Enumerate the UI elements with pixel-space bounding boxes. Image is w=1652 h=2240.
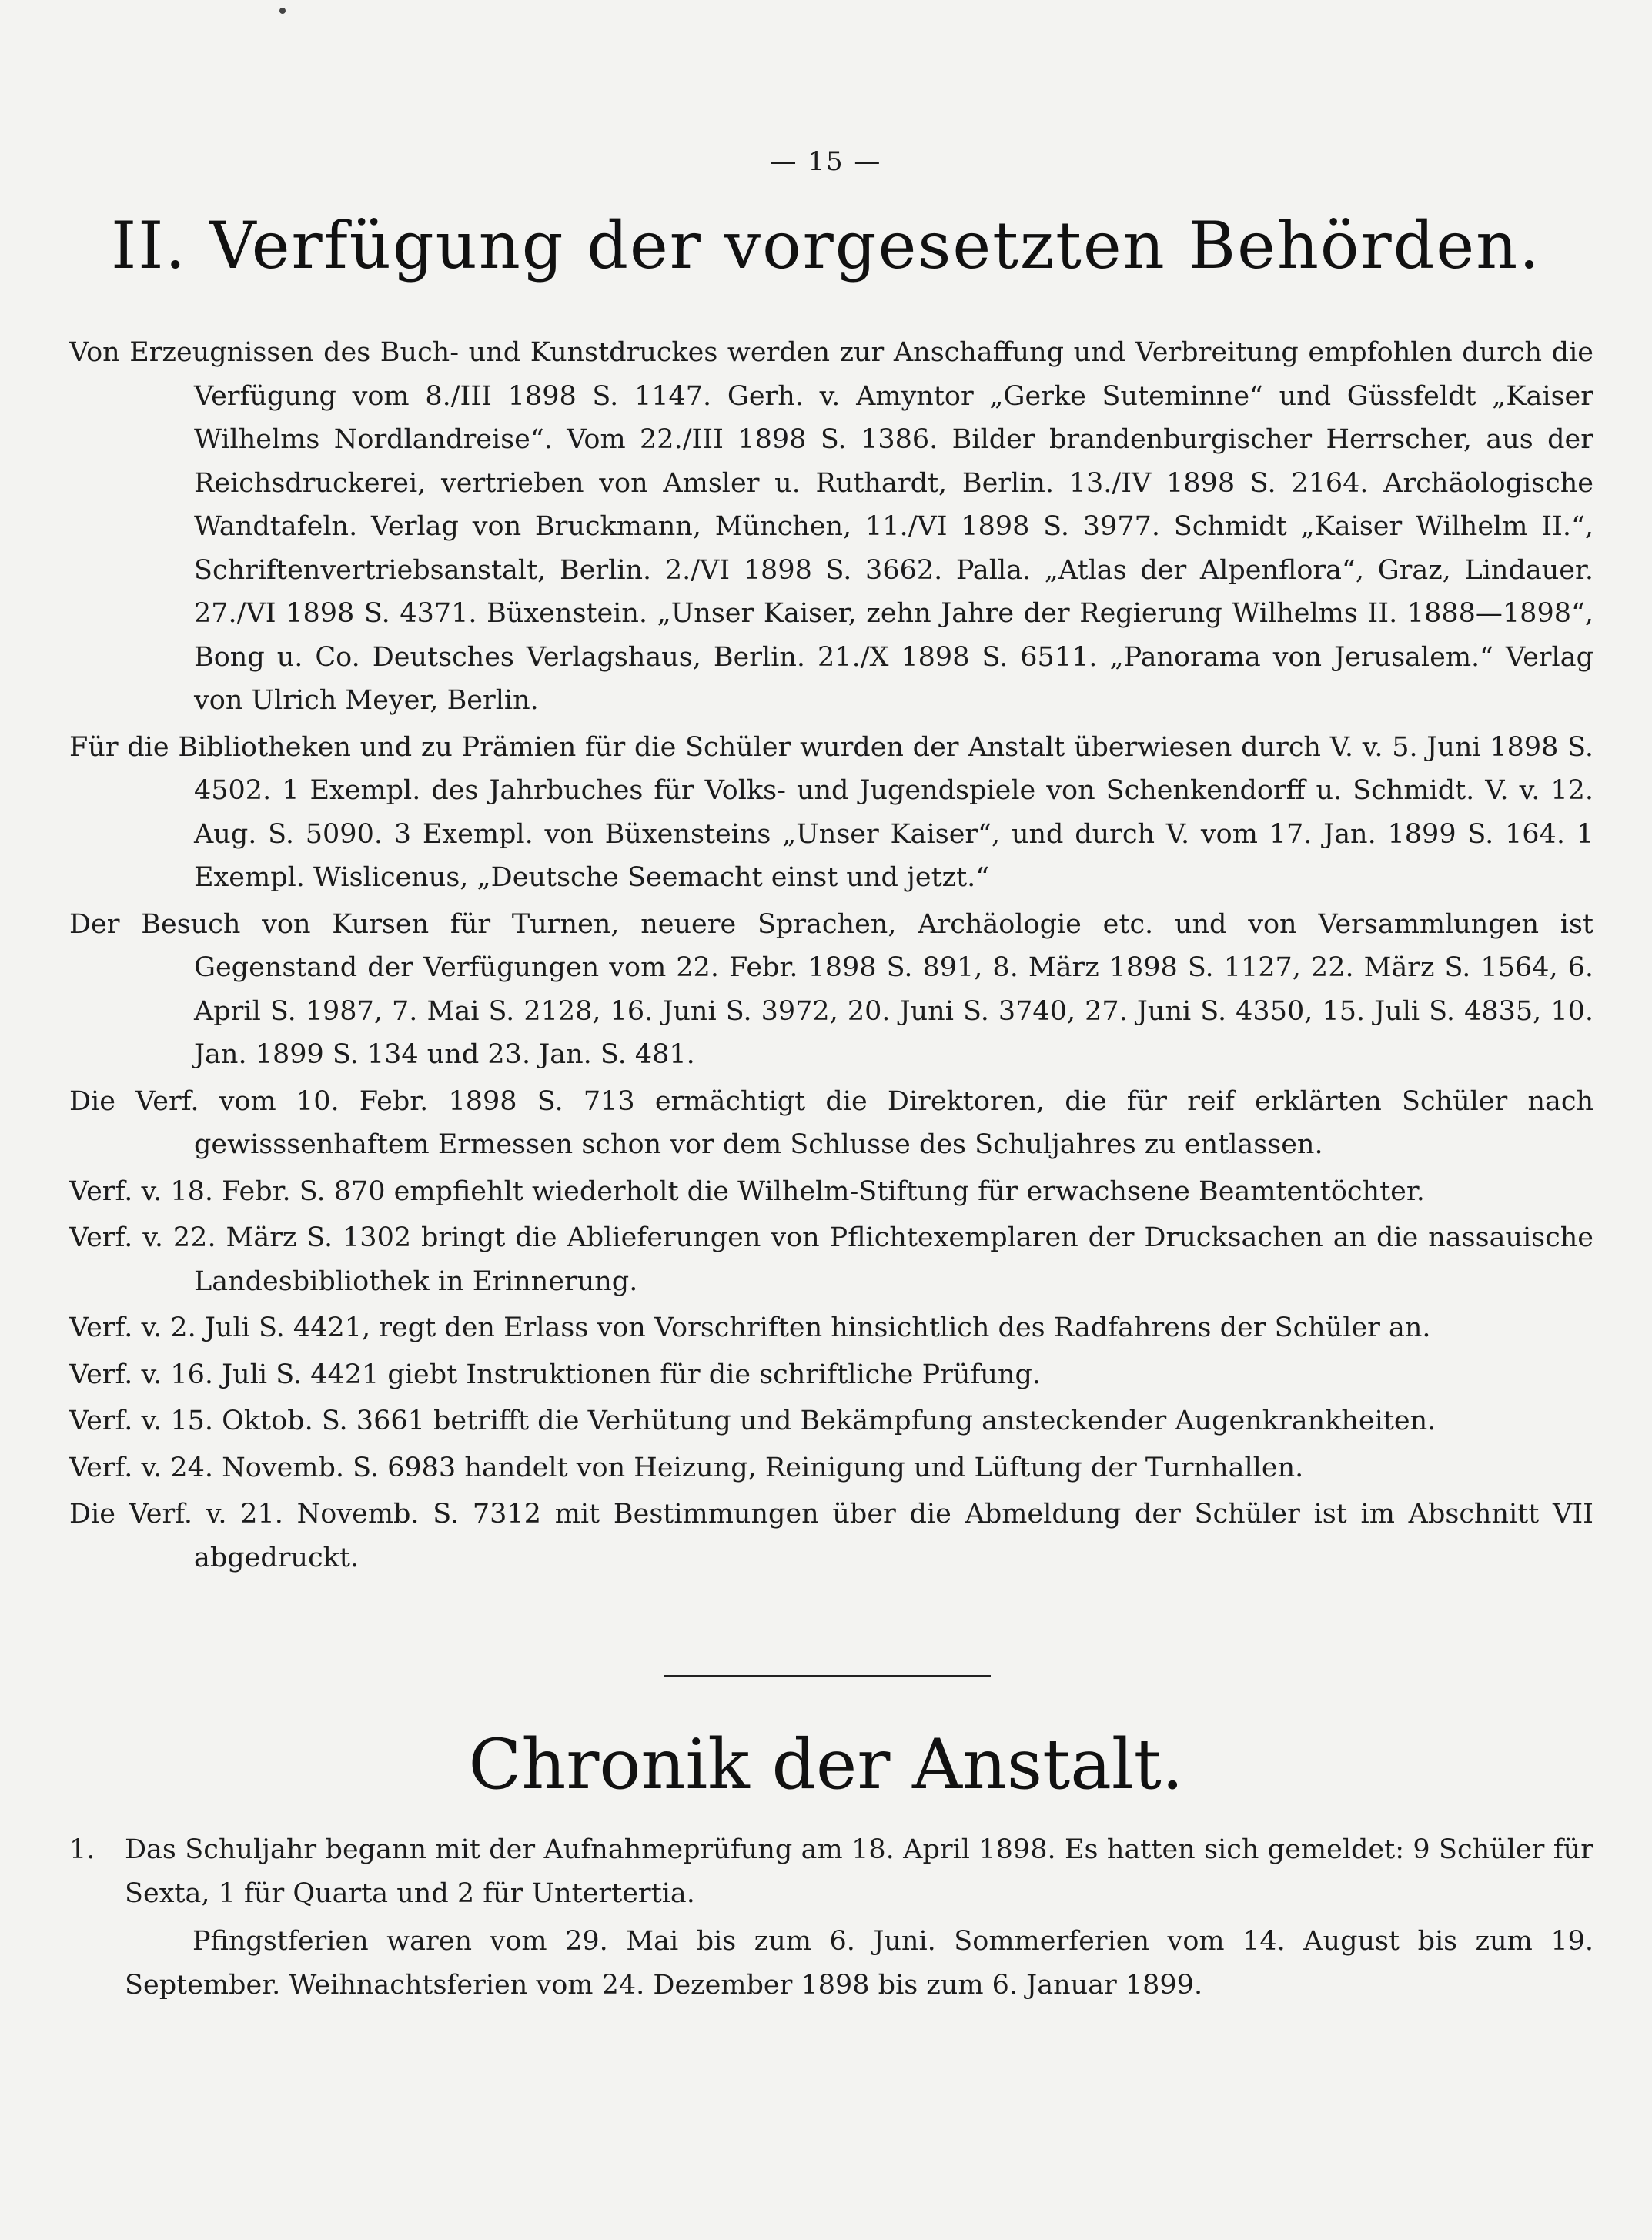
chronik-item-text: Das Schuljahr begann mit der Aufnahmeprüfung am 18. April 1898. Es hatten sich gemeldet: 9 Schüler für Sexta, 1 für Quarta und 2 für Untertertia. — [125, 1834, 1593, 1909]
paragraph-pflichtexemplare: Verf. v. 22. März S. 1302 bringt die Ablieferungen von Pflichtexemplaren der Drucksachen an die nassauische Landesbibliothek in Erinnerung. — [69, 1222, 1593, 1297]
paragraph-early-dismissal: Die Verf. vom 10. Febr. 1898 S. 713 ermächtigt die Direktoren, die für reif erklärten Schüler nach gewisssenhaftem Ermessen schon vor dem Schlusse des Schuljahres zu entlassen. — [69, 1085, 1593, 1160]
paragraph-augenkrankheiten: Verf. v. 15. Oktob. S. 3661 betrifft die Verhütung und Bekämpfung ansteckender Augenkrankheiten. — [69, 1406, 1436, 1436]
print-speck — [279, 8, 286, 14]
chronik-item — [69, 1828, 1593, 1915]
paragraph-course-attendance: Der Besuch von Kursen für Turnen, neuere Sprachen, Archäologie etc. und von Versammlungen ist Gegenstand der Verfügungen vom 22. Febr. 1898 S. 891, 8. März 1898 S. 1127, 22. März S. 1564, 6. April S. 1987, 7. Mai S. 2128, 16. Juni S. 3972, 20. Juni S. 3740, 27. Juni S. 4350, 15. Juli S. 4835, 10. Jan. 1899 S. 134 und 23. Jan. S. 481. — [69, 908, 1593, 1070]
chronik-body — [69, 1828, 1593, 2007]
section-title: II. Verfügung der vorgesetzten Behörden. — [111, 208, 1541, 283]
paragraph-pruefung: Verf. v. 16. Juli S. 4421 giebt Instruktionen für die schriftliche Prüfung. — [69, 1359, 1042, 1390]
section-body — [69, 331, 1593, 1580]
paragraph-turnhallen: Verf. v. 24. Novemb. S. 6983 handelt von Heizung, Reinigung und Lüftung der Turnhallen. — [69, 1452, 1304, 1483]
section-divider — [664, 1675, 991, 1677]
chronik-item-number: 1. — [69, 1834, 95, 1865]
paragraph-recommended-publications: Von Erzeugnissen des Buch- und Kunstdruckes werden zur Anschaffung und Verbreitung empfohlen durch die Verfügung vom 8./III 1898 S. 1147. Gerh. v. Amyntor „Gerke Suteminne“ und Güssfeldt „Kaiser Wilhelms Nordlandreise“. Vom 22./III 1898 S. 1386. Bilder brandenburgischer Herrscher, aus der Reichsdruckerei, vertrieben von Amsler u. Ruthardt, Berlin. 13./IV 1898 S. 2164. Archäologische Wandtafeln. Verlag von Bruckmann, München, 11./VI 1898 S. 3977. Schmidt „Kaiser Wilhelm II.“, Schriftenvertriebsanstalt, Berlin. 2./VI 1898 S. 3662. Palla. „Atlas der Alpenflora“, Graz, Lindauer. 27./VI 1898 S. 4371. Büxenstein. „Unser Kaiser, zehn Jahre der Regierung Wilhelms II. 1888—1898“, Bong u. Co. Deutsches Verlagshaus, Berlin. 21./X 1898 S. 6511. „Panorama von Jerusalem.“ Verlag von Ulrich Meyer, Berlin. — [69, 337, 1593, 716]
chronik-title: Chronik der Anstalt. — [468, 1724, 1184, 1805]
chronik-holidays-paragraph: Pfingstferien waren vom 29. Mai bis zum 6. Juni. Sommerferien vom 14. August bis zum 19. September. Weihnachtsferien vom 24. Dezember 1898 bis zum 6. Januar 1899. — [125, 1926, 1593, 2001]
page-number: — 15 — — [770, 146, 882, 177]
paragraph-wilhelm-stiftung: Verf. v. 18. Febr. S. 870 empfiehlt wiederholt die Wilhelm-Stiftung für erwachsene Beamtentöchter. — [69, 1175, 1425, 1207]
paragraph-library-donations: Für die Bibliotheken und zu Prämien für die Schüler wurden der Anstalt überwiesen durch V. v. 5. Juni 1898 S. 4502. 1 Exempl. des Jahrbuches für Volks- und Jugendspiele von Schenkendorff u. Schmidt. V. v. 12. Aug. S. 5090. 3 Exempl. von Büxensteins „Unser Kaiser“, und durch V. vom 17. Jan. 1899 S. 164. 1 Exempl. Wislicenus, „Deutsche Seemacht einst und jetzt.“ — [69, 731, 1593, 893]
paragraph-radfahren: Verf. v. 2. Juli S. 4421, regt den Erlass von Vorschriften hinsichtlich des Radfahrens der Schüler an. — [69, 1312, 1431, 1343]
paragraph-abmeldung: Die Verf. v. 21. Novemb. S. 7312 mit Bestimmungen über die Abmeldung der Schüler ist im Abschnitt VII abgedruckt. — [69, 1499, 1593, 1573]
